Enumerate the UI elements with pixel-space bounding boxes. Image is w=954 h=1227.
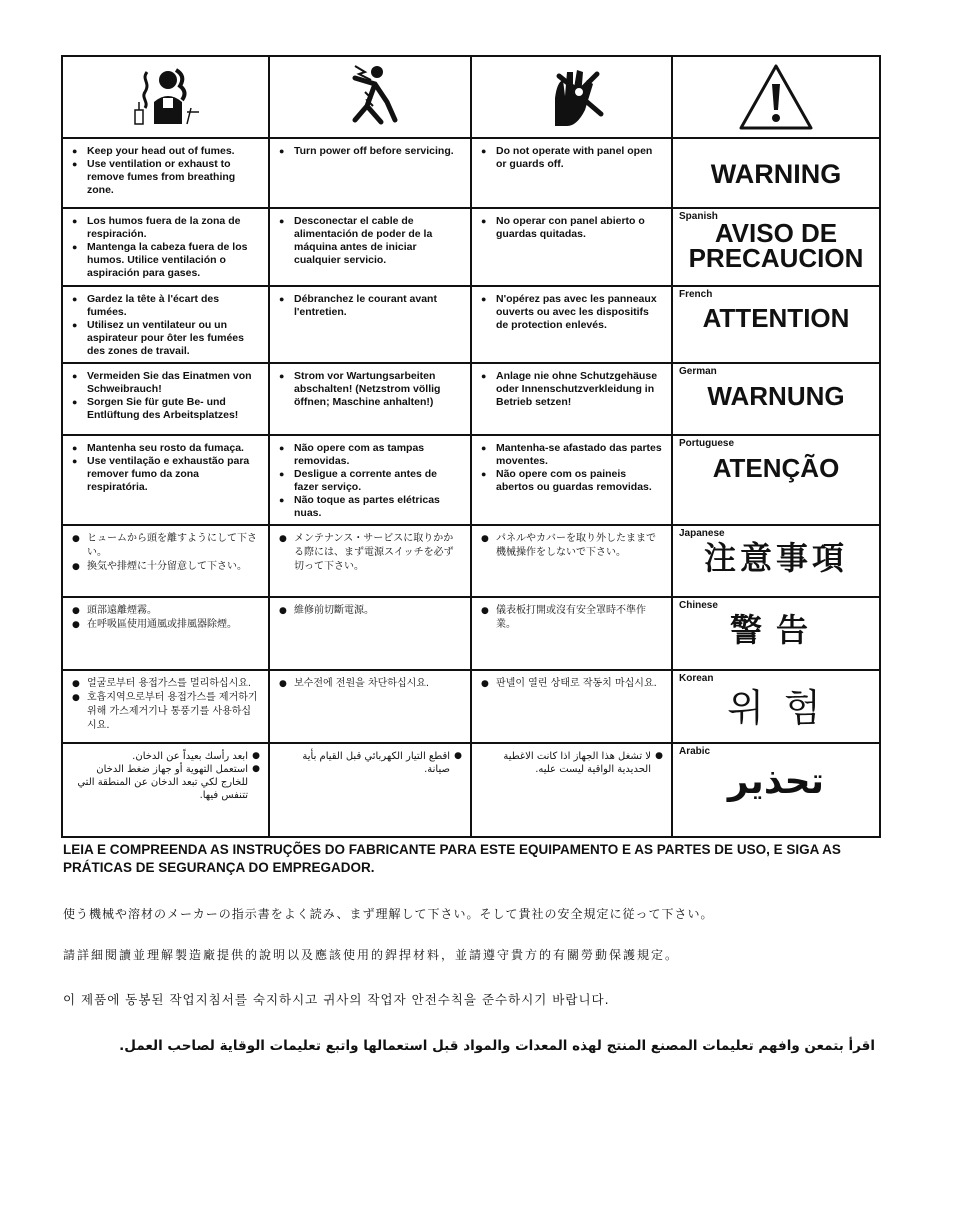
panel-cell: [471, 363, 672, 435]
moving-parts-icon-cell: [471, 56, 672, 138]
list-item: ● Anlage nie ohne Schutzgehäuse oder Innenschutzverkleidung in Betrieb setzen!: [480, 370, 663, 409]
power-list: [278, 145, 462, 158]
list-item: ● 판넬이 열린 상태로 작동치 마십시요.: [480, 677, 663, 691]
fumes-list: [71, 215, 260, 280]
icon-row: [62, 56, 880, 138]
warning-label-cell: [672, 208, 880, 286]
warning-title: AVISO DE PRECAUCION: [688, 218, 864, 273]
panel-list: [480, 750, 663, 776]
warning-icon-cell: [672, 56, 880, 138]
warning-row: [62, 525, 880, 597]
power-list: [278, 750, 462, 776]
fumes-icon: [121, 62, 211, 132]
language-label: Spanish: [679, 211, 718, 222]
power-list: [278, 370, 462, 409]
warning-label-cell: [672, 286, 880, 363]
shock-icon-cell: [269, 56, 471, 138]
list-item: ● Débranchez le courant avant l'entretien.: [278, 293, 462, 319]
language-label: Portuguese: [679, 438, 735, 449]
list-item: ● Desligue a corrente antes de fazer serviço.: [278, 468, 462, 494]
warning-label-cell: [672, 363, 880, 435]
list-item: ● ヒュームから頭を離すようにして下さい。: [71, 532, 260, 560]
warning-row: [62, 597, 880, 670]
fumes-cell: [62, 435, 269, 525]
fumes-cell: [62, 208, 269, 286]
list-item: ● Keep your head out of fumes.: [71, 145, 260, 158]
panel-list: [480, 293, 663, 332]
warning-title: 警告: [729, 611, 822, 649]
fumes-cell: [62, 597, 269, 670]
list-item: ● Turn power off before servicing.: [278, 145, 462, 158]
list-item: ● Desconectar el cable de alimentación de poder de la máquina antes de iniciar cualquier servicio.: [278, 215, 462, 267]
list-item: ● Não opere com as tampas removidas.: [278, 442, 462, 468]
fumes-cell: [62, 743, 269, 837]
warning-title: WARNUNG: [707, 381, 845, 411]
fumes-list: [71, 604, 260, 632]
power-cell: [269, 597, 471, 670]
language-label: Japanese: [679, 528, 725, 539]
warning-row: [62, 363, 880, 435]
warning-label-cell: [672, 525, 880, 597]
warning-title: WARNING: [710, 159, 842, 189]
power-cell: [269, 743, 471, 837]
list-item: ● No operar con panel abierto o guardas quitadas.: [480, 215, 663, 241]
list-item: ● Não opere com os paineis abertos ou guardas removidas.: [480, 468, 663, 494]
list-item: ● Use ventilation or exhaust to remove fumes from breathing zone.: [71, 158, 260, 197]
fumes-list: [71, 370, 260, 422]
fumes-list: [71, 750, 260, 802]
panel-cell: [471, 525, 672, 597]
panel-cell: [471, 286, 672, 363]
list-item: ● 호흡지역으로부터 용접가스를 제거하기 위해 가스제거기나 통풍기를 사용하십시요.: [71, 691, 260, 733]
list-item: ● Los humos fuera de la zona de respiración.: [71, 215, 260, 241]
list-item: ● Vermeiden Sie das Einatmen von Schweibrauch!: [71, 370, 260, 396]
warning-title: تحذير: [727, 761, 825, 802]
list-item: ● 維修前切斷電源。: [278, 604, 462, 618]
warning-label-cell: [672, 670, 880, 743]
fumes-cell: [62, 286, 269, 363]
note-arabic: اقرأ بتمعن وافهم تعليمات المصنع المنتج لهذه المعدات والمواد قبل استعمالها واتبع تعليمات الوقاية لصاحب العمل.: [119, 1038, 875, 1054]
warning-row: [62, 670, 880, 743]
note-korean: 이 제품에 동봉된 작업지침서를 숙지하시고 귀사의 작업자 안전수칙을 준수하시기 바랍니다.: [63, 992, 610, 1007]
list-item: ● メンテナンス・サービスに取りかかる際には、まず電源スイッチを必ず切って下さい。: [278, 532, 462, 574]
list-item: ● Não toque as partes elétricas nuas.: [278, 494, 462, 520]
warning-row: [62, 208, 880, 286]
fumes-cell: [62, 670, 269, 743]
list-item: ● Strom vor Wartungsarbeiten abschalten! (Netzstrom völlig öffnen; Maschine anhalten!): [278, 370, 462, 409]
power-list: [278, 442, 462, 520]
warning-row: [62, 743, 880, 837]
list-item: ● 보수전에 전원을 차단하십시요.: [278, 677, 462, 691]
power-list: [278, 532, 462, 574]
panel-list: [480, 604, 663, 632]
power-list: [278, 293, 462, 319]
list-item: ● Use ventilação e exhaustão para remover fumo da zona respiratória.: [71, 455, 260, 494]
language-label: French: [679, 289, 713, 300]
panel-cell: [471, 138, 672, 208]
fumes-list: [71, 442, 260, 494]
moving-parts-icon: [527, 62, 617, 132]
power-cell: [269, 363, 471, 435]
fumes-list: [71, 293, 260, 358]
panel-cell: [471, 670, 672, 743]
panel-list: [480, 677, 663, 691]
list-item: ● Utilisez un ventilateur ou un aspirateur pour ôter les fumées des zones de travail.: [71, 319, 260, 358]
note-japanese: 使う機械や溶材のメーカーの指示書をよく読み、まず理解して下さい。そして貴社の安全規定に従って下さい。: [63, 907, 714, 921]
language-label: Chinese: [679, 600, 718, 611]
warning-row: [62, 138, 880, 208]
list-item: ● اقطع التيار الكهربائي قبل القيام بأية صيانة.: [278, 750, 462, 776]
warning-label-cell: [672, 743, 880, 837]
panel-list: [480, 442, 663, 494]
fumes-list: [71, 145, 260, 197]
panel-list: [480, 532, 663, 560]
panel-list: [480, 145, 663, 171]
list-item: ● 儀表板打開或沒有安全罩時不準作業。: [480, 604, 663, 632]
warning-row: [62, 286, 880, 363]
power-cell: [269, 435, 471, 525]
power-cell: [269, 286, 471, 363]
electric-shock-icon: [325, 62, 415, 132]
fumes-cell: [62, 363, 269, 435]
panel-list: [480, 215, 663, 241]
note-portuguese: LEIA E COMPREENDA AS INSTRUÇÕES DO FABRICANTE PARA ESTE EQUIPAMENTO E AS PARTES DE USO, E SIGA AS PRÁTICAS DE SEGURANÇA DO EMPREGADOR.: [63, 842, 841, 875]
power-list: [278, 604, 462, 618]
fumes-list: [71, 677, 260, 733]
power-list: [278, 677, 462, 691]
power-cell: [269, 670, 471, 743]
warning-label-cell: [672, 597, 880, 670]
panel-cell: [471, 435, 672, 525]
fumes-cell: [62, 525, 269, 597]
language-label: German: [679, 366, 717, 377]
warning-label-cell: [672, 435, 880, 525]
warning-title: 注意事項: [703, 539, 848, 577]
language-label: Arabic: [679, 746, 711, 757]
list-item: ● 在呼吸區使用通風或排風器除煙。: [71, 618, 260, 632]
warning-label-cell: [672, 138, 880, 208]
list-item: ● Do not operate with panel open or guards off.: [480, 145, 663, 171]
list-item: ● استعمل التهوية أو جهاز ضغط الدخان للخارج لكي تبعد الدخان عن المنطقة التي تتنفس فيها.: [71, 763, 260, 802]
power-list: [278, 215, 462, 267]
panel-cell: [471, 743, 672, 837]
list-item: ● Mantenha seu rosto da fumaça.: [71, 442, 260, 455]
power-cell: [269, 208, 471, 286]
list-item: ● 換気や排煙に十分留意して下さい。: [71, 560, 260, 574]
warning-title: 위 험: [727, 686, 825, 730]
warning-title: ATENÇÃO: [712, 453, 840, 483]
list-item: ● 頭部遠離煙霧。: [71, 604, 260, 618]
list-item: ● Gardez la tête à l'écart des fumées.: [71, 293, 260, 319]
fumes-list: [71, 532, 260, 574]
power-cell: [269, 138, 471, 208]
fumes-icon-cell: [62, 56, 269, 138]
panel-cell: [471, 597, 672, 670]
list-item: ● パネルやカバーを取り外したままで機械操作をしないで下さい。: [480, 532, 663, 560]
list-item: ● لا تشغل هذا الجهاز اذا كانت الاغطية الحديدية الواقية ليست عليه.: [480, 750, 663, 776]
power-cell: [269, 525, 471, 597]
warning-triangle-icon: [731, 60, 821, 134]
list-item: ● ابعد رأسك بعيداً عن الدخان.: [71, 750, 260, 763]
warning-title: ATTENTION: [702, 303, 850, 333]
fumes-cell: [62, 138, 269, 208]
list-item: ● Mantenga la cabeza fuera de los humos. Utilice ventilación o aspiración para gases.: [71, 241, 260, 280]
list-item: ● Mantenha-se afastado das partes moventes.: [480, 442, 663, 468]
list-item: ● N'opérez pas avec les panneaux ouverts ou avec les dispositifs de protection enlevés.: [480, 293, 663, 332]
list-item: ● Sorgen Sie für gute Be- und Entlüftung des Arbeitsplatzes!: [71, 396, 260, 422]
warning-row: [62, 435, 880, 525]
language-label: Korean: [679, 673, 714, 684]
panel-cell: [471, 208, 672, 286]
note-chinese: 請詳細閱讀並理解製造廠提供的說明以及應該使用的銲捍材料，並請遵守貴方的有關勞動保護規定。: [63, 948, 680, 962]
panel-list: [480, 370, 663, 409]
warning-table: [61, 55, 881, 838]
list-item: ● 얼굴로부터 용접가스를 멀리하십시요.: [71, 677, 260, 691]
